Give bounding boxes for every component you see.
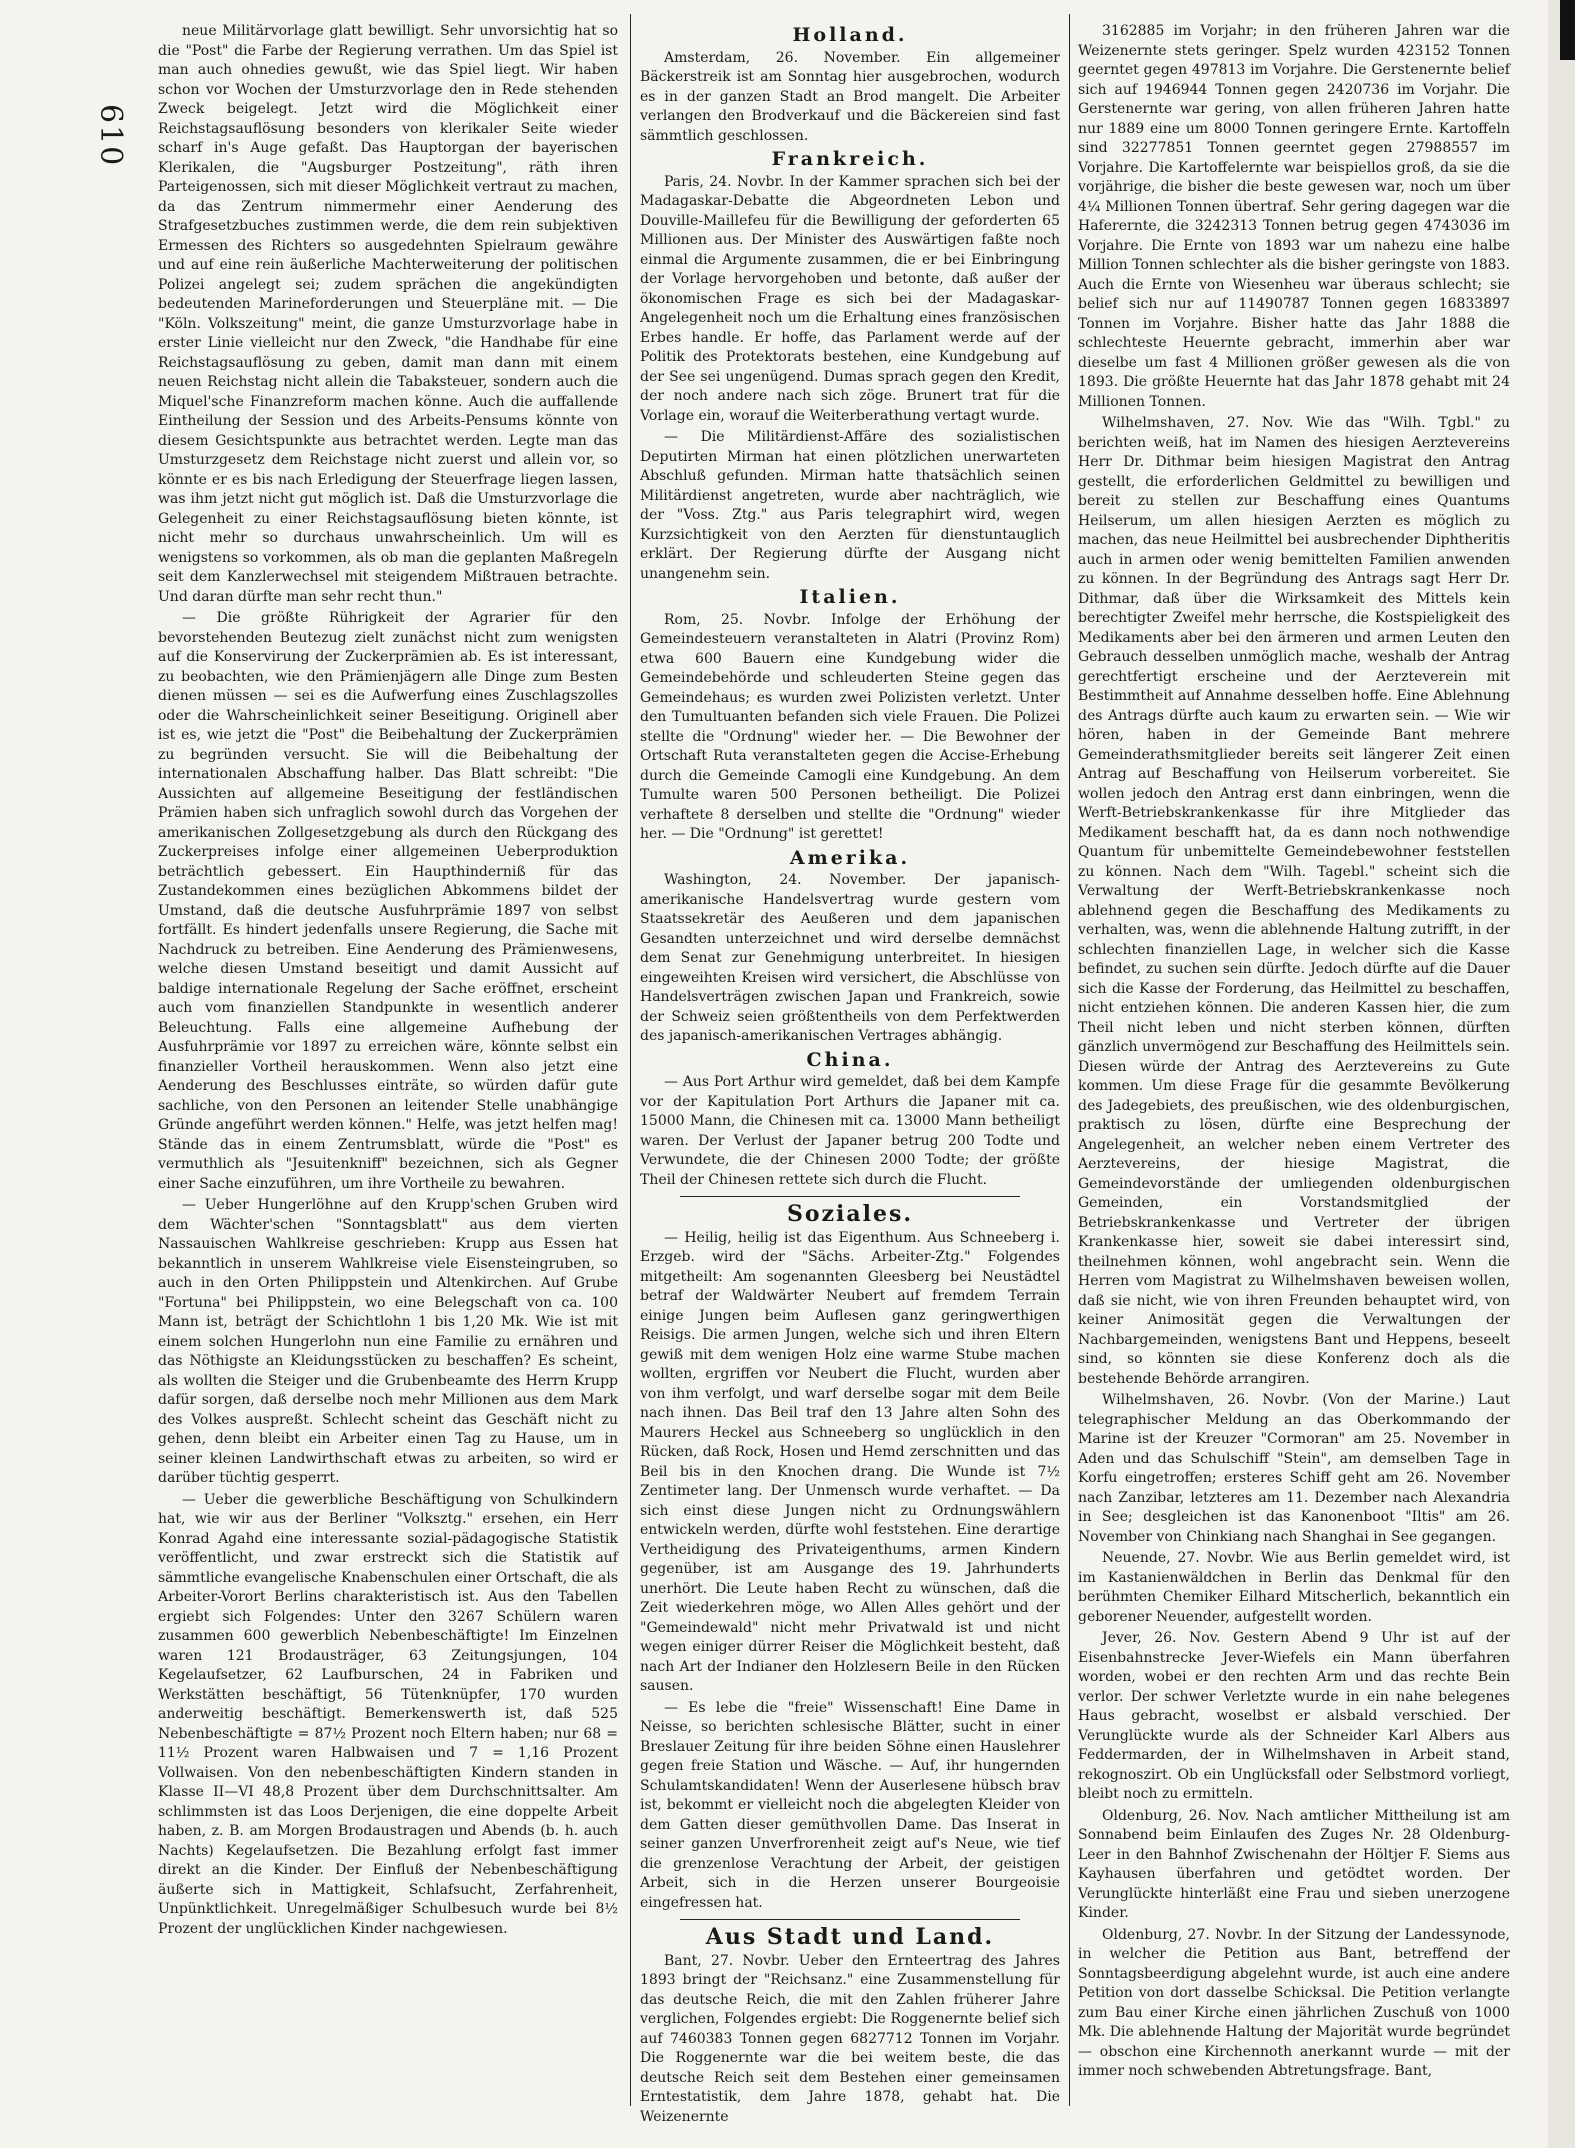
page-number: 610 <box>93 104 128 168</box>
article-paragraph: neue Militärvorlage glatt bewilligt. Sehr unvorsichtig hat so die "Post" die Farbe der Regierung verrathen. Um das Spiel ist man auch ohnedies gewußt, wie das Spiel liegt. Wir haben schon vor Wochen der Umsturzvorlage den in Rede stehenden Zweck beigelegt. Jetzt wird die Möglichkeit einer Reichstagsauflösung besonders von klerikaler Seite wieder scharf in's Auge gefaßt. Das Hauptorgan der bayerischen Klerikalen, die "Augsburger Postzeitung", räth ihren Parteigenossen, sich mit dieser Möglichkeit vertraut zu machen, da das Zentrum nimmermehr einer Aenderung des Strafgesetzbuches zustimmen werde, die dem rein subjektiven Ermessen des Richters so ausgedehnten Spielraum gewähre und auf eine rein äußerliche Machterweiterung der politischen Polizei angelegt sei; zudem sprächen die angekündigten bedeutenden Marineforderungen und Steuerpläne mit. — Die "Köln. Volkszeitung" meint, die ganze Umsturzvorlage habe in erster Linie vielleicht nur den Zweck, "die Handhabe für eine Reichstagsauflösung zu geben, damit man dann mit einem neuen Reichstag nicht allein die Tabaksteuer, sondern auch die Miquel'sche Finanzreform machen könne. Auch die auffallende Eintheilung der Session und des Arbeits-Pensums könnte von diesem Gesichtspunkte aus betrachtet werden. Legte man das Umsturzgesetz dem Reichstage nicht zuerst und allein vor, so könnte er es bis nach Erledigung der Steuerfrage liegen lassen, was ihm jetzt nicht gut möglich ist. Daß die Umsturzvorlage die Gelegenheit zu einer Reichstagsauflösung bieten könnte, ist nicht mehr so durchaus unwahrscheinlich. Um will es wenigstens so vorkommen, als ob man die geplanten Maßregeln seit dem Kanzlerwechsel mit steigendem Mißtrauen betrachte. Und daran dürfte man sehr recht thun." <box>158 23 618 605</box>
divider <box>680 1919 1020 1920</box>
section-heading-stadt-und-land: Aus Stadt und Land. <box>705 1924 995 1950</box>
column-middle <box>640 22 1060 2125</box>
article-paragraph: — Es lebe die "freie" Wissenschaft! Eine Dame in Neisse, so berichten schlesische Blätter, sucht in einer Breslauer Zeitung für ihre beiden Söhne einen Hauslehrer gegen freie Station und Wäsche. — Auf, ihr hungernden Schulamtskandidaten! Wenn der Auserlesene hübsch brav ist, bekommt er vielleicht noch die abgelegten Kleider von dem Gatten dieser gemüthvollen Dame. Das Inserat in seiner ganzen Unverfrorenheit zeigt auf's Neue, wie tief die grenzenlose Verachtung der Arbeit, der geistigen Arbeit, sich in die Herzen unserer Bourgeoisie eingefressen hat. <box>640 1699 1060 1911</box>
article-paragraph: Washington, 24. November. Der japanisch-amerikanische Handelsvertrag wurde gestern vom Staatssekretär des Aeußeren und dem japanischen Gesandten unterzeichnet und wird derselbe demnächst dem Senat zur Genehmigung unterbreitet. In hiesigen eingeweihten Kreisen wird versichert, die Abschlüsse von Handelsverträgen zwischen Japan und Frankreich, sowie der Schweiz seien größtentheils von dem Perfektwerden des japanisch-amerikanischen Vertrages abhängig. <box>640 872 1060 1044</box>
article-paragraph: Oldenburg, 26. Nov. Nach amtlicher Mittheilung ist am Sonnabend beim Einlaufen des Zuges Nr. 28 Oldenburg-Leer in den Bahnhof Zwischenahn der Höltjer F. Siems aus Kayhausen überfahren und getödtet worden. Der Verunglückte hinterläßt eine Frau und sieben unerzogene Kinder. <box>1078 1807 1510 1921</box>
section-heading-soziales: Soziales. <box>786 1201 914 1227</box>
article-paragraph: Bant, 27. Novbr. Ueber den Ernteertrag des Jahres 1893 bringt der "Reichsanz." eine Zusammenstellung für das deutsche Reich, die mit den Zahlen früherer Jahre verglichen, Folgendes ergiebt: Die Roggenernte belief sich auf 7460383 Tonnen gegen 6827712 Tonnen im Vorjahr. Die Roggenernte war die bei weitem beste, die das deutsche Reich seit dem Bestehen einer gemeinsamen Erntestatistik, dem Jahre 1878, gehabt hat. Die Weizenernte <box>640 1952 1060 2125</box>
article-paragraph: — Aus Port Arthur wird gemeldet, daß bei dem Kampfe vor der Kapitulation Port Arthurs die Japaner mit ca. 15000 Mann, die Chinesen mit ca. 13000 Mann betheiligt waren. Der Verlust der Japaner betrug 200 Todte und Verwundete, die der Chinesen 2000 Todte; der größte Theil der Chinesen rettete sich durch die Flucht. <box>640 1074 1060 1188</box>
article-paragraph: Amsterdam, 26. November. Ein allgemeiner Bäckerstreik ist am Sonntag hier ausgebrochen, wodurch es in der ganzen Stadt an Brod mangelt. Die Arbeiter verlangen den Brodverkauf und die Bäckereien sind fast sämmtlich geschlossen. <box>640 49 1060 144</box>
section-heading-amerika: Amerika. <box>789 846 911 869</box>
article-paragraph: Paris, 24. Novbr. In der Kammer sprachen sich bei der Madagaskar-Debatte die Abgeordneten Lebon und Douville-Maillefeu für die Bewilligung der geforderten 65 Millionen aus. Der Minister des Auswärtigen faßte noch einmal die Argumente zusammen, die er bei Einbringung der Vorlage hervorgehoben und betonte, daß außer der ökonomischen Frage es sich bei der Madagaskar-Angelegenheit noch um die Erhaltung eines französischen Erbes handle. Er hoffe, das Parlament werde auf der Politik des Protektorats bestehen, eine Kundgebung auf der See sei ungenügend. Dumas sprach gegen den Kredit, der noch andere nach sich zöge. Brunert trat für die Vorlage ein, worauf die Weiterberathung vertagt wurde. <box>640 173 1060 424</box>
section-heading-holland: Holland. <box>792 24 908 46</box>
article-paragraph: 3162885 im Vorjahr; in den früheren Jahren war die Weizenernte stets geringer. Spelz wurden 423152 Tonnen geerntet gegen 497813 im Vorjahre. Die Gerstenernte belief sich auf 1946944 Tonnen gegen 2420736 im Vorjahr. Die Gerstenernte war gering, von allen früheren Jahren hatte nur 1889 eine um 8000 Tonnen geringere Ernte. Kartoffeln sind 32277851 Tonnen geerntet gegen 27988557 im Vorjahre. Die Kartoffelernte war beispiellos groß, da sie die vorjährige, die bisher die beste gewesen war, noch um über 4¼ Millionen Tonnen übertraf. Sehr gering dagegen war die Haferernte, die 3242313 Tonnen betrug gegen 4743036 im Vorjahre. Die Ernte von 1893 war um nahezu eine halbe Million Tonnen schlechter als die bisher geringste von 1883. Auch die Ernte von Wiesenheu war überaus schlecht; sie belief sich nur auf 11490787 Tonnen gegen 16833897 Tonnen im Vorjahre. Bisher hatte das Jahr 1888 die schlechteste Heuernte gebracht, immerhin aber war dieselbe um fast 4 Millionen größer gewesen als die von 1893. Die größte Heuernte hat das Jahr 1878 gehabt mit 24 Millionen Tonnen. <box>1078 23 1510 410</box>
section-heading-frankreich: Frankreich. <box>771 148 929 170</box>
section-heading-italien: Italien. <box>799 586 901 608</box>
article-paragraph: Oldenburg, 27. Novbr. In der Sitzung der Landessynode, in welcher die Petition aus Bant, betreffend der Sonntagsbeerdigung abgelehnt wurde, ist auch eine andere Petition von dort dasselbe Schicksal. Die Petition verlangte zum Bau einer Kirche einen jährlichen Zuschuß von 1000 Mk. Die ablehnende Haltung der Majorität wurde begründet — obschon eine Kirchennoth anerkannt wurde — mit der immer noch schwebenden Abtretungsfrage. Bant, <box>1078 1926 1510 2079</box>
column-rule-2 <box>1069 14 1070 2106</box>
divider <box>680 1196 1020 1197</box>
article-paragraph: Jever, 26. Nov. Gestern Abend 9 Uhr ist auf der Eisenbahnstrecke Jever-Wiefels ein Mann überfahren worden, wobei er den rechten Arm und das rechte Bein verlor. Der schwer Verletzte wurde in ein nahe belegenes Haus gebracht, woselbst er alsbald verschied. Der Verunglückte wurde als der Schneider Karl Albers aus Feddermarden, der in Wilhelmshaven in Arbeit stand, rekognoszirt. Ob ein Unglücksfall oder Selbstmord vorliegt, bleibt noch zu ermitteln. <box>1078 1630 1510 1802</box>
article-paragraph: — Die größte Rührigkeit der Agrarier für den bevorstehenden Beutezug zielt zunächst nicht zum wenigsten auf die Konservirung der Zuckerprämien ab. Es ist interessant, zu beobachten, wie den Prämienjägern alle Dinge zum Besten dienen müssen — sei es die Aufwerfung eines Zuschlagszolles oder die Wahrscheinlichkeit seiner Beseitigung. Originell aber ist es, wie jetzt die "Post" die Beibehaltung der Zuckerprämien zu begründen versucht. Sie will die Beibehaltung der internationalen Abschaffung halber. Das Blatt schreibt: "Die Aussichten auf allgemeine Beseitigung der festländischen Prämien haben sich unfraglich sowohl durch das Vorgehen der amerikanischen Zollgesetzgebung als durch den Rückgang des Zuckerpreises infolge einer allgemeinen Ueberproduktion beträchtlich gebessert. Ein Haupthinderniß für das Zustandekommen eines bezüglichen Abkommens bildet der Umstand, daß die deutsche Ausfuhrprämie 1897 von selbst fortfällt. Es hindert jedenfalls unsere Regierung, die Sache mit Nachdruck zu betreiben. Eine Aenderung des Prämienwesens, welche diesen Umstand beseitigt und damit Aussicht auf baldige internationale Regelung der Sache eröffnet, erscheint auch vom finanziellen Standpunkte in wesentlich anderer Beleuchtung. Falls eine allgemeine Aufhebung der Ausfuhrprämie vor 1897 zu erreichen wäre, könnte selbst ein finanzieller Vortheil herauskommen. Wenn also jetzt eine Aenderung des Beschlusses einträte, so würden dafür gute sachliche, von den Personen an leitender Stelle unabhängige Gründe angeführt werden können." Helfe, was jetzt helfen mag! Stände das in einem Zentrumsblatt, würde die "Post" es vermuthlich als "Jesuitenkniff" bezeichnen, sich als Gegner einer Sache einzuführen, um ihre Vortheile zu bewahren. <box>158 610 618 1192</box>
article-paragraph: — Heilig, heilig ist das Eigenthum. Aus Schneeberg i. Erzgeb. wird der "Sächs. Arbeiter-Ztg." Folgendes mitgetheilt: Am sogenannten Gleesberg bei Neustädtel betraf der Waldwärter Neubert auf fremdem Terrain einige Jungen beim Auflesen ganz geringwerthigen Reisigs. Die armen Jungen, welche sich und ihren Eltern gewiß mit dem wenigen Holz eine warme Stube machen wollten, ergriffen vor Neubert die Flucht, wurden aber von ihm verfolgt, und warf derselbe sogar mit dem Beile nach ihnen. Das Beil traf den 13 Jahre alten Sohn des Maurers Heckel aus Schneeberg so unglücklich in den Rücken, daß Rock, Hosen und Hemd zerschnitten und das Beil bis in den Knochen drang. Die Wunde ist 7½ Zentimeter lang. Der Unmensch wurde verhaftet. — Da sich einst diese Jungen nicht zu Ordnungswählern entwickeln werden, dürfte wohl feststehen. Eine derartige Vertheidigung des Privateigenthums, armen Kindern gegenüber, ist am Ausgange des 19. Jahrhunderts unerhört. Die Leute haben Recht zu wünschen, daß die Zeit wiederkehren möge, wo Allen Alles gehört und der "Gemeindewald" nicht mehr Privatwald ist und nicht wegen einiger dürrer Reiser die Möglichkeit besteht, daß nach Art der Indianer den Holzlesern Beile in den Rücken sausen. <box>640 1229 1060 1694</box>
article-paragraph: Wilhelmshaven, 27. Nov. Wie das "Wilh. Tgbl." zu berichten weiß, hat im Namen des hiesigen Aerztevereins Herr Dr. Dithmar beim hiesigen Magistrat den Antrag gestellt, die erforderlichen Geldmittel zu bewilligen und bereit zu stellen zur Beschaffung eines Quantums Heilserum, um allen hiesigen Aerzten es möglich zu machen, das neue Heilmittel bei ausbrechender Diphtheritis auch in armen oder wenig bemittelten Familien anwenden zu können. In der Begründung des Antrags sagt Herr Dr. Dithmar, daß über die Wirksamkeit des Mittels kein berechtigter Zweifel mehr herrsche, die Kostspieligkeit des Medikaments aber bei den ärmeren und armen Leuten den Gebrauch desselben unmöglich mache, weshalb der Antrag gerechtfertigt erscheine und der Aerzteverein mit Bestimmtheit auf Annahme desselben hoffe. Eine Ablehnung des Antrags dürfte auch kaum zu erwarten sein. — Wie wir hören, haben in der Gemeinde Bant mehrere Gemeinderathsmitglieder bereits seit längerer Zeit einen Antrag auf Beschaffung von Heilserum vorbereitet. Sie wollen jedoch den Antrag erst dann einbringen, wenn die Werft-Betriebskrankenkasse für ihre Mitglieder das Medikament beschafft hat, da es dann noch nothwendige Quantum für unbemittelte Gemeindebewohner feststellen zu können. Nach dem "Wilh. Tagebl." scheint sich die Verwaltung der Werft-Betriebskrankenkasse noch ablehnend gegen die Beschaffung des Medikaments zu verhalten, was, wenn die ablehnende Haltung zutrifft, in der schlechten finanziellen Lage, in welcher sich die Kasse befindet, zu suchen sein dürfte. Jedoch dürfte auf die Dauer sich die Kasse der Forderung, das Heilmittel zu beschaffen, nicht entziehen können. Die anderen Kassen hier, die zum Theil nicht leben und nicht sterben können, dürften gänzlich unvermögend zur Beschaffung des Heilmittels sein. Diesen würde der Antrag des Aerztevereins zu Gute kommen. Um diese Frage für die gesammte Bevölkerung des Jadegebiets, des preußischen, wie des oldenburgischen, praktisch zu lösen, dürfte eine Besprechung der Angelegenheit, an welcher neben einem Vertreter des Aerztevereins, der hiesige Magistrat, die Gemeindevorstände der umliegenden oldenburgischen Gemeinden, ein Vorstandsmitglied der Betriebskrankenkasse und Vertreter der übrigen Krankenkasse hier, soweit sie dabei interessirt sind, theilnehmen können, wohl angebracht sein. Wenn die Herren vom Magistrat zu Wilhelmshaven beweisen wollen, daß sie nicht, wie von ihren Freunden behauptet wird, von keiner Animosität gegen die Verwaltungen der Nachbargemeinden, wenigstens Bant und Heppens, beseelt sind, so könnten sie diese Konferenz doch als die bestehende Behörde arrangiren. <box>1078 415 1510 1387</box>
article-paragraph: Rom, 25. Novbr. Infolge der Erhöhung der Gemeindesteuern veranstalteten in Alatri (Provinz Rom) etwa 600 Bauern eine Kundgebung wider die Gemeindebehörde und schleuderten Steine gegen das Gemeindehaus; es wurden zwei Polizisten verletzt. Unter den Tumultuanten befanden sich viele Frauen. Die Polizei stellte die "Ordnung" wieder her. — Die Bewohner der Ortschaft Ruta veranstalteten gegen die Accise-Erhebung durch die Gemeinde Camogli eine Kundgebung. An dem Tumulte waren 500 Personen betheiligt. Die Polizei verhaftete 8 derselben und stellte die "Ordnung" wieder her. — Die "Ordnung" ist gerettet! <box>640 611 1060 842</box>
article-paragraph: — Ueber Hungerlöhne auf den Krupp'schen Gruben wird dem Wächter'schen "Sonntagsblatt" aus dem vierten Nassauischen Wahlkreise geschrieben: Krupp aus Essen hat bekanntlich in unserem Wahlkreise viele Eisensteingruben, so auch in den Orten Philippstein und Altenkirchen. Auf Grube "Fortuna" bei Philippstein, wo eine Belegschaft von ca. 100 Mann ist, beträgt der Schichtlohn 1 bis 1,20 Mk. Wie ist mit einem solchen Hungerlohn nun eine Familie zu ernähren und das Nöthigste an Kleidungsstücken zu beschaffen? Es scheint, als wollten die Steiger und die Grubenbeamte des Herrn Krupp dafür sorgen, daß derselbe noch mehr Millionen aus dem Mark des Volkes auspreßt. Schlecht scheint das Geschäft nicht zu gehen, denn bleibt ein Arbeiter einen Tag zu Hause, um in seiner kleinen Landwirthschaft etwas zu arbeiten, so wird er darüber tüchtig gesperrt. <box>158 1197 618 1486</box>
edge-mark <box>1560 0 1575 60</box>
article-paragraph: — Ueber die gewerbliche Beschäftigung von Schulkindern hat, wie wir aus der Berliner "Volksztg." ersehen, ein Herr Konrad Agahd eine interessante sozial-pädagogische Statistik veröffentlicht, und zwar erstreckt sich die Statistik auf sämmtliche evangelische Knabenschulen einer Ortschaft, die als Arbeiter-Vorort Berlins charakteristisch ist. Aus den Tabellen ergiebt sich Folgendes: Unter den 3267 Schülern waren zusammen 600 gewerblich Nebenbeschäftigte! Im Einzelnen waren 121 Brodausträger, 63 Zeitungsjungen, 104 Kegelaufsetzer, 62 Laufburschen, 24 in Fabriken und Werkstätten beschäftigt, 56 Tütenknüpfer, 170 wurden anderweitig beschäftigt. Bemerkenswerth ist, daß 525 Nebenbeschäftigte = 87½ Prozent noch Eltern haben; nur 68 = 11½ Prozent waren Halbwaisen und 7 = 1,16 Prozent Vollwaisen. Von den nebenbeschäftigten Kindern standen in Klasse II—VI 48,8 Prozent über dem Durchschnittsalter. Am schlimmsten ist das Loos Derjenigen, die eine doppelte Arbeit haben, z. B. am Morgen Brodaustragen und Abends (b. h. auch Nachts) Kegelaufsetzen. Die Bezahlung erfolgt fast immer direkt an die Kinder. Der Einfluß der Nebenbeschäftigung äußerte sich in Mattigkeit, Schlafsucht, Zerfahrenheit, Unpünktlichkeit. Unregelmäßiger Schulbesuch wurde bei 8½ Prozent der unglücklichen Kinder nachgewiesen. <box>158 1491 618 1937</box>
section-heading-china: China. <box>806 1048 894 1071</box>
article-paragraph: Wilhelmshaven, 26. Novbr. (Von der Marine.) Laut telegraphischer Meldung an das Oberkommando der Marine ist der Kreuzer "Cormoran" am 25. November in Aden und das Schulschiff "Stein", am demselben Tage in Korfu eingetroffen; ersteres Schiff geht am 26. November nach Zanzibar, letzteres am 11. Dezember nach Alexandria in See; desgleichen ist das Kanonenboot "Iltis" am 26. November von Chinkiang nach Shanghai in See gegangen. <box>1078 1392 1510 1545</box>
column-rule-1 <box>630 14 631 2106</box>
article-paragraph: — Die Militärdienst-Affäre des sozialistischen Deputirten Mirman hat einen plötzlichen unerwarteten Abschluß gefunden. Mirman hatte thatsächlich seinen Militärdienst angetreten, wurde aber nachträglich, wie der "Voss. Ztg." aus Paris telegraphirt wird, wegen Kurzsichtigkeit von den Aerzten für dienstuntauglich erklärt. Der Regierung dürfte der Ausgang nicht unangenehm sein. <box>640 429 1060 582</box>
page-edge <box>1548 0 1575 2148</box>
column-right <box>1078 22 1510 2087</box>
column-left <box>158 22 618 2087</box>
article-paragraph: Neuende, 27. Novbr. Wie aus Berlin gemeldet wird, ist im Kastanienwäldchen in Berlin das Denkmal für den berühmten Chemiker Eilhard Mitscherlich, bekanntlich ein geborener Neuender, aufgestellt worden. <box>1078 1550 1510 1625</box>
